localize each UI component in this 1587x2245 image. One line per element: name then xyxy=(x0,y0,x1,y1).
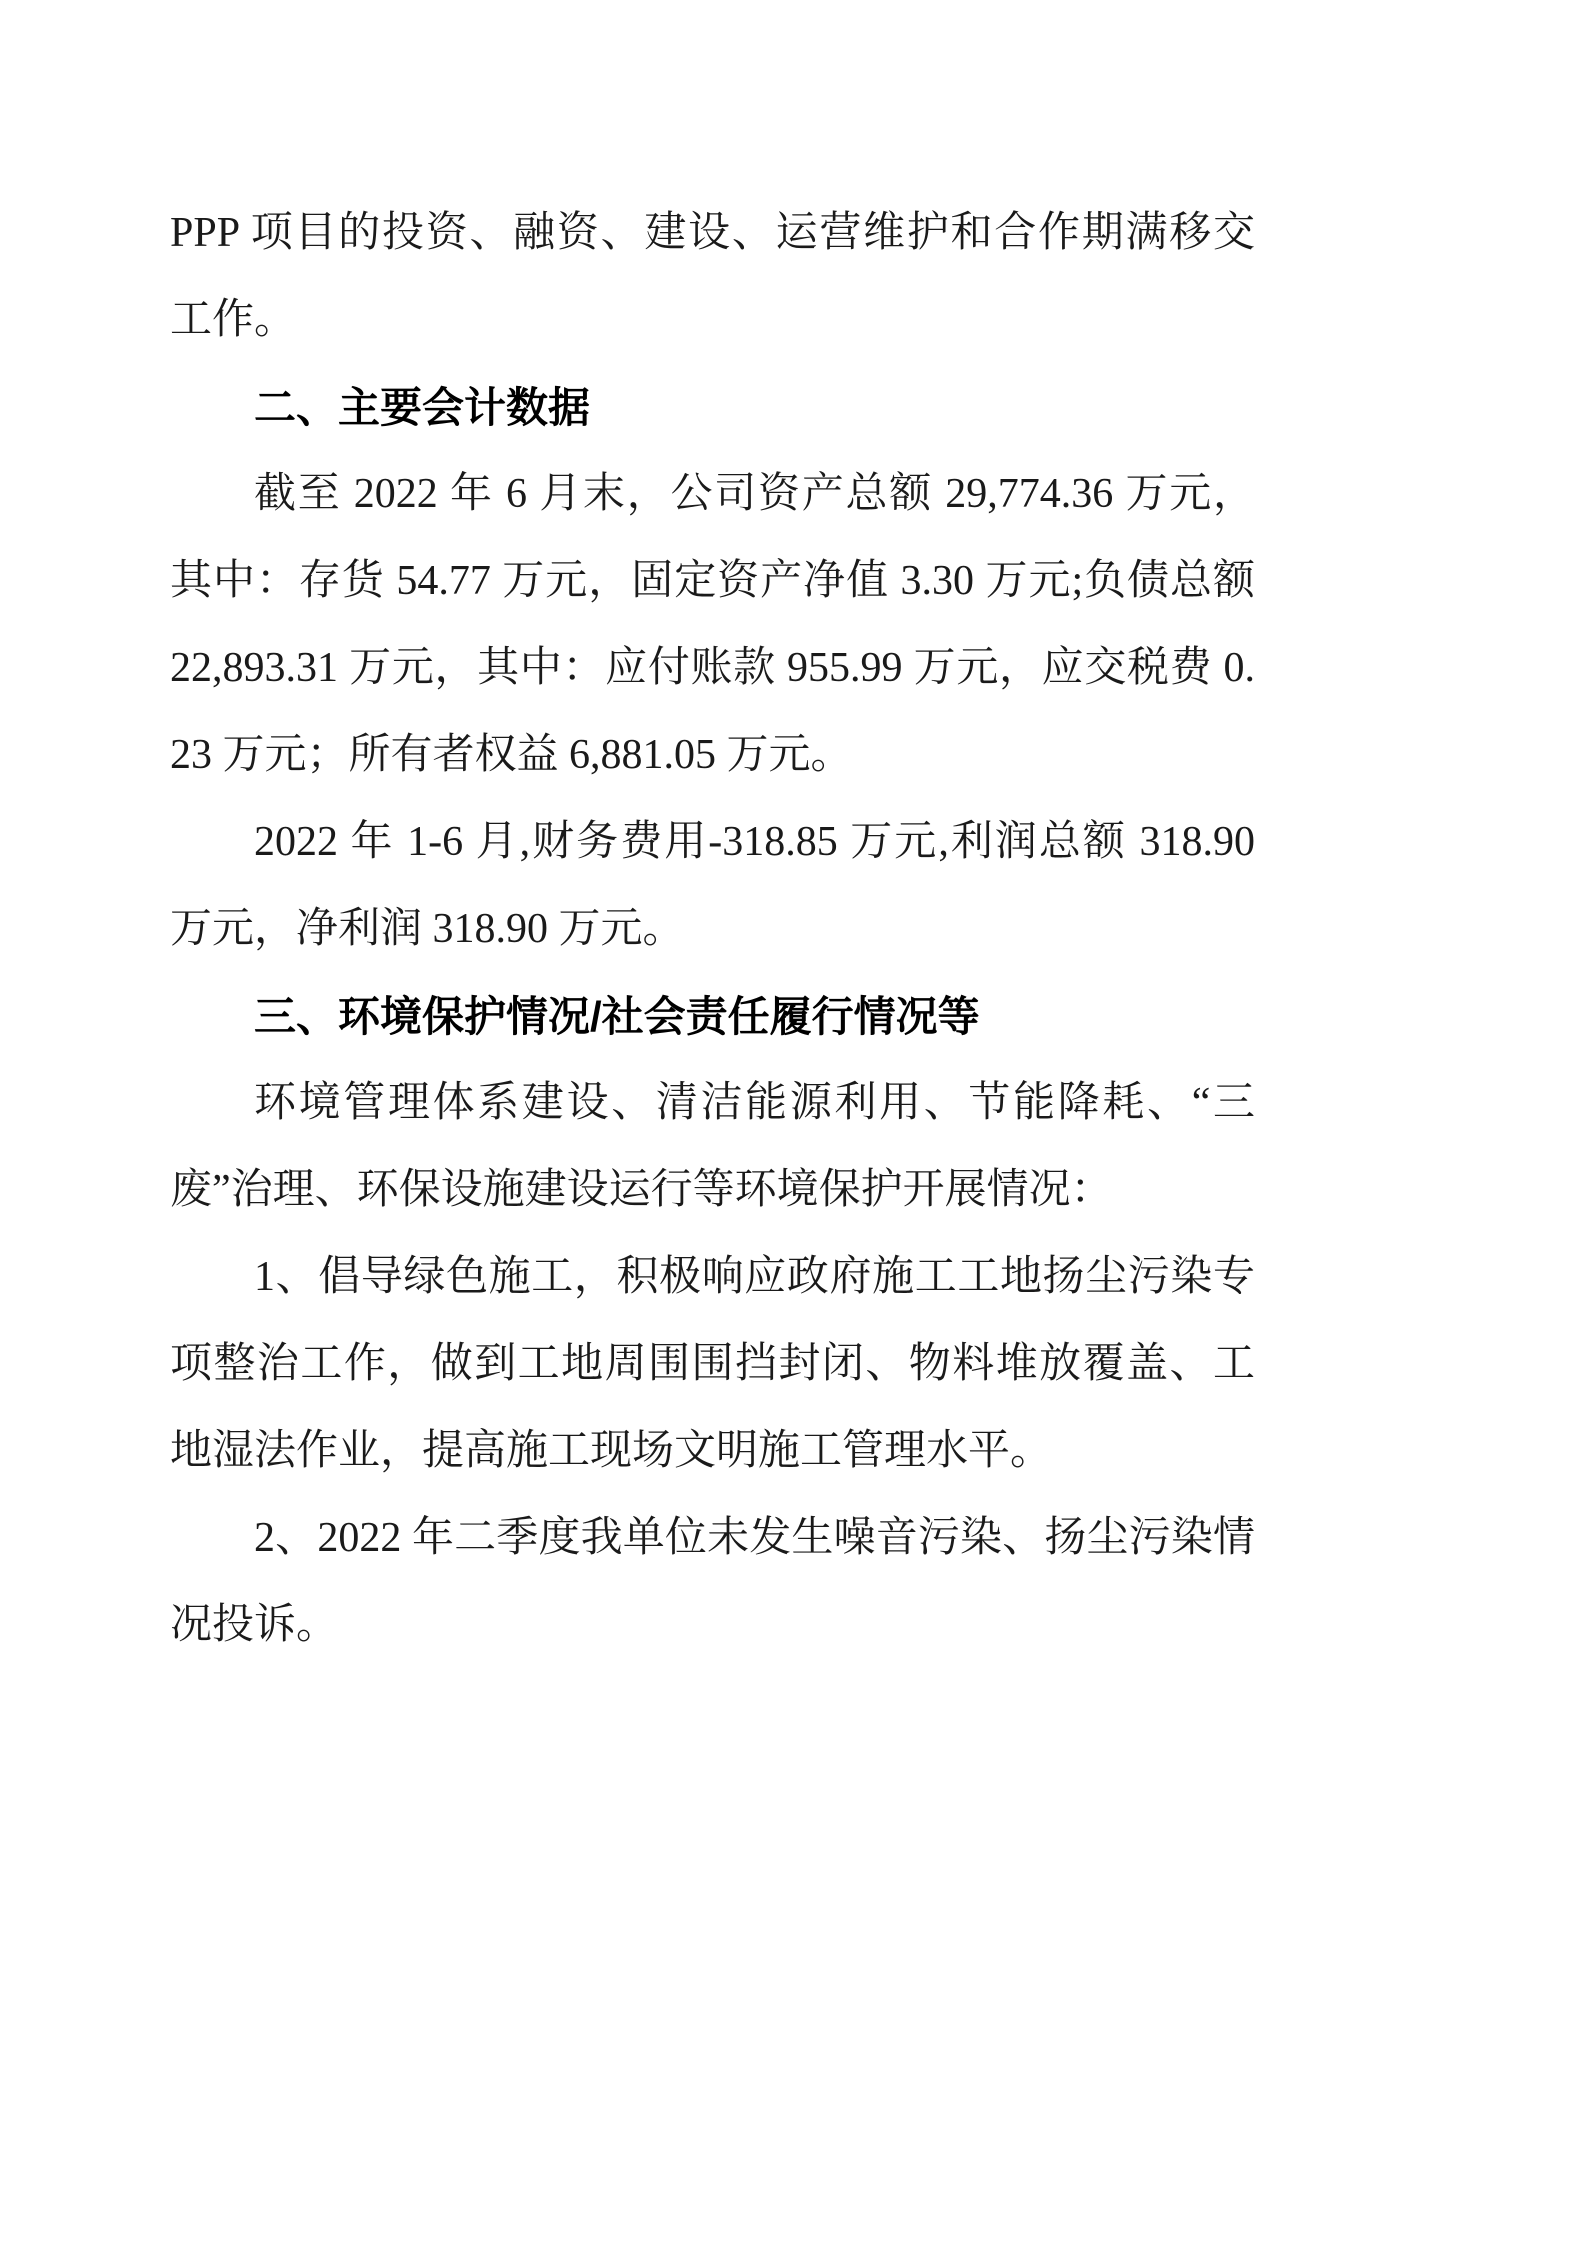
paragraph: 1、倡导绿色施工，积极响应政府施工工地扬尘污染专项整治工作，做到工地周围围挡封闭、物料堆放覆盖、工地湿法作业，提高施工现场文明施工管理水平。 xyxy=(170,1254,1255,1474)
paragraph: 环境管理体系建设、清洁能源利用、节能降耗、“三废”治理、环保设施建设运行等环境保护开展情况： xyxy=(170,1080,1255,1213)
section-heading: 二、主要会计数据 xyxy=(254,384,591,431)
section-heading: 三、环境保护情况/社会责任履行情况等 xyxy=(254,993,980,1040)
paragraph: 截至 2022 年 6 月末，公司资产总额 29,774.36 万元，其中：存货 54.77 万元，固定资产净值 3.30 万元;负债总额 22,893.31 万元，其中：应付账款 955.99 万元，应交税费 0.23 万元；所有者权益 6,881.05 万元。 xyxy=(170,471,1255,778)
paragraph: 2022 年 1-6 月,财务费用-318.85 万元,利润总额 318.90 万元，净利润 318.90 万元。 xyxy=(170,819,1255,952)
paragraph: 2、2022 年二季度我单位未发生噪音污染、扬尘污染情况投诉。 xyxy=(170,1515,1255,1648)
paragraph: PPP 项目的投资、融资、建设、运营维护和合作期满移交工作。 xyxy=(170,210,1255,343)
